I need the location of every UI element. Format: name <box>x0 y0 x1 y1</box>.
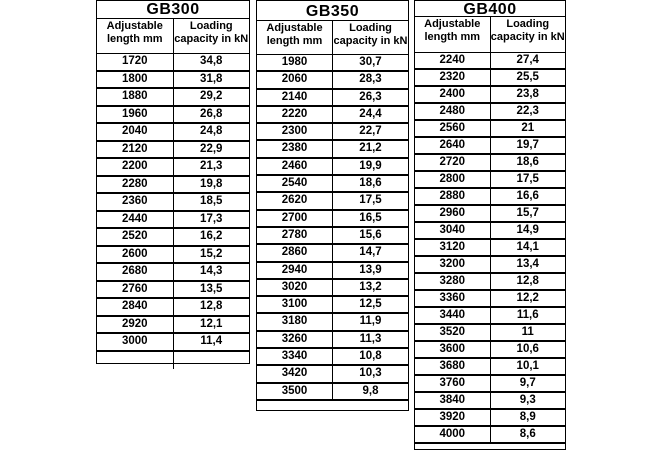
length-cell: 2220 <box>281 107 308 120</box>
table-row <box>257 263 408 280</box>
length-cell: 2140 <box>281 90 308 103</box>
table-row <box>257 211 408 228</box>
table-body <box>415 53 565 444</box>
capacity-cell: 11,9 <box>332 314 408 329</box>
table-row <box>257 366 408 383</box>
length-cell: 2880 <box>439 190 466 202</box>
capacity-cell: 9,7 <box>490 376 566 391</box>
table-row-empty <box>97 352 249 370</box>
table-row <box>415 223 565 240</box>
empty-cell <box>173 352 250 370</box>
table-row <box>257 384 408 401</box>
capacity-cell: 12,2 <box>490 291 566 306</box>
table-row <box>257 159 408 176</box>
table-row <box>97 159 249 177</box>
length-cell: 2320 <box>439 71 466 83</box>
table-row <box>415 410 565 427</box>
length-cell: 3260 <box>281 332 308 345</box>
header-capacity: Loading capacity in kN <box>173 19 250 53</box>
table-row <box>415 87 565 104</box>
capacity-cell: 18,5 <box>173 194 250 210</box>
table-title: GB400 <box>415 1 565 17</box>
length-cell: 2480 <box>439 105 466 117</box>
length-cell: 2920 <box>121 317 148 330</box>
table-header <box>257 21 408 55</box>
capacity-cell: 11,3 <box>332 332 408 347</box>
capacity-cell: 9,3 <box>490 393 566 408</box>
header-capacity: Loading capacity in kN <box>490 17 566 52</box>
table-header <box>415 17 565 53</box>
length-cell: 3180 <box>281 315 308 328</box>
length-cell: 2720 <box>439 156 466 168</box>
capacity-cell: 12,8 <box>490 274 566 289</box>
capacity-cell: 17,5 <box>490 172 566 187</box>
length-cell: 2680 <box>121 265 148 277</box>
capacity-cell: 25,5 <box>490 70 566 85</box>
table-row <box>257 297 408 314</box>
table-header <box>97 19 249 54</box>
table-row <box>415 274 565 291</box>
header-length: Adjustable length mm <box>424 18 481 43</box>
length-cell: 1980 <box>281 56 308 68</box>
table-row <box>415 53 565 70</box>
capacity-cell: 14,7 <box>332 245 408 260</box>
table-row <box>257 176 408 193</box>
capacity-cell: 21 <box>490 121 566 136</box>
table-row <box>257 332 408 349</box>
table-row <box>257 228 408 245</box>
length-cell: 2940 <box>281 263 308 276</box>
table-row <box>257 124 408 141</box>
table-row <box>257 245 408 262</box>
capacity-cell: 10,3 <box>332 366 408 381</box>
table-row <box>415 359 565 376</box>
length-cell: 3760 <box>439 377 466 389</box>
capacity-cell: 16,6 <box>490 189 566 204</box>
table-row <box>415 121 565 138</box>
capacity-cell: 22,3 <box>490 104 566 119</box>
capacity-cell: 14,3 <box>173 264 250 280</box>
capacity-cell: 22,7 <box>332 124 408 139</box>
table-row <box>257 55 408 72</box>
length-cell: 3680 <box>439 360 466 372</box>
length-cell: 3040 <box>439 224 466 236</box>
table-row <box>97 247 249 265</box>
capacity-cell: 30,7 <box>332 55 408 70</box>
length-cell: 2760 <box>121 282 148 295</box>
capacity-cell: 8,6 <box>490 427 566 442</box>
table-row <box>415 393 565 410</box>
table-row <box>415 172 565 189</box>
capacity-cell: 24,8 <box>173 124 250 140</box>
table-row <box>415 189 565 206</box>
length-cell: 3440 <box>439 309 466 321</box>
capacity-cell: 16,5 <box>332 211 408 226</box>
table-row <box>97 142 249 160</box>
length-cell: 2120 <box>121 142 148 155</box>
capacity-cell: 16,2 <box>173 229 250 245</box>
length-cell: 2300 <box>281 125 308 138</box>
capacity-cell: 15,6 <box>332 228 408 243</box>
length-cell: 2380 <box>281 142 308 155</box>
length-cell: 2460 <box>281 159 308 172</box>
header-length: Adjustable length mm <box>106 20 163 45</box>
table-row <box>97 107 249 125</box>
capacity-cell: 34,8 <box>173 54 250 70</box>
table-row <box>257 314 408 331</box>
capacity-cell: 15,2 <box>173 247 250 263</box>
capacity-cell: 8,9 <box>490 410 566 425</box>
capacity-cell: 12,1 <box>173 317 250 333</box>
length-cell: 2560 <box>439 122 466 134</box>
capacity-cell: 10,6 <box>490 342 566 357</box>
capacity-cell: 13,2 <box>332 280 408 295</box>
capacity-cell: 14,9 <box>490 223 566 238</box>
table-row <box>97 54 249 72</box>
length-cell: 2780 <box>281 228 308 241</box>
header-capacity: Loading capacity in kN <box>332 21 408 54</box>
length-cell: 3840 <box>439 394 466 406</box>
table-row <box>97 177 249 195</box>
table-body <box>257 55 408 401</box>
capacity-cell: 21,2 <box>332 141 408 156</box>
length-cell: 3920 <box>439 411 466 423</box>
table-row <box>415 104 565 121</box>
capacity-cell: 26,3 <box>332 90 408 105</box>
table-row <box>97 334 249 352</box>
table-row <box>415 206 565 223</box>
capacity-cell: 11,4 <box>173 334 250 350</box>
length-cell: 2060 <box>281 73 308 86</box>
length-cell: 2400 <box>439 88 466 100</box>
capacity-cell: 19,9 <box>332 159 408 174</box>
table-row <box>415 138 565 155</box>
length-cell: 2620 <box>281 194 308 207</box>
capacity-cell: 10,1 <box>490 359 566 374</box>
capacity-cell: 19,7 <box>490 138 566 153</box>
capacity-cell: 19,8 <box>173 177 250 193</box>
table-row <box>415 291 565 308</box>
table-row <box>415 240 565 257</box>
capacity-cell: 10,8 <box>332 349 408 364</box>
length-cell: 2240 <box>439 54 466 66</box>
capacity-cell: 13,5 <box>173 282 250 298</box>
table-row <box>97 282 249 300</box>
capacity-cell: 22,9 <box>173 142 250 158</box>
length-cell: 3340 <box>281 350 308 363</box>
table-row <box>97 317 249 335</box>
table-row <box>97 194 249 212</box>
capacity-cell: 13,4 <box>490 257 566 272</box>
table-row <box>97 89 249 107</box>
table-row <box>97 72 249 90</box>
table-gb400 <box>414 0 566 450</box>
table-row <box>257 349 408 366</box>
table-title: GB300 <box>97 1 249 19</box>
length-cell: 3360 <box>439 292 466 304</box>
table-row <box>97 124 249 142</box>
table-row <box>415 427 565 444</box>
table-row <box>97 299 249 317</box>
table-row <box>415 308 565 325</box>
length-cell: 2360 <box>121 195 148 207</box>
length-cell: 3020 <box>281 280 308 293</box>
length-cell: 1720 <box>121 55 148 67</box>
table-gb350 <box>256 0 409 411</box>
length-cell: 3120 <box>439 241 466 253</box>
table-row <box>257 107 408 124</box>
length-cell: 2860 <box>281 246 308 259</box>
table-row <box>257 280 408 297</box>
length-cell: 2800 <box>439 173 466 185</box>
length-cell: 2280 <box>121 177 148 190</box>
length-cell: 1960 <box>121 107 148 120</box>
table-row <box>257 193 408 210</box>
table-row <box>97 229 249 247</box>
capacity-cell: 11,6 <box>490 308 566 323</box>
length-cell: 2440 <box>121 212 148 225</box>
length-cell: 3280 <box>439 275 466 287</box>
capacity-cell: 17,3 <box>173 212 250 228</box>
header-length: Adjustable length mm <box>266 22 323 47</box>
table-row <box>415 325 565 342</box>
length-cell: 1800 <box>121 72 148 85</box>
capacity-cell: 18,6 <box>490 155 566 170</box>
length-cell: 2540 <box>281 177 308 190</box>
length-cell: 2960 <box>439 207 466 219</box>
capacity-cell: 12,5 <box>332 297 408 312</box>
length-cell: 3500 <box>281 384 308 397</box>
length-cell: 3520 <box>439 326 466 338</box>
table-row <box>415 257 565 274</box>
capacity-cell: 31,8 <box>173 72 250 88</box>
length-cell: 3100 <box>281 298 308 311</box>
table-row <box>257 90 408 107</box>
length-cell: 3200 <box>439 258 466 270</box>
capacity-cell: 26,8 <box>173 107 250 123</box>
length-cell: 3000 <box>121 335 148 347</box>
capacity-cell: 21,3 <box>173 159 250 175</box>
table-gb300 <box>96 0 250 364</box>
length-cell: 2200 <box>121 160 148 172</box>
table-row <box>415 70 565 87</box>
length-cell: 2700 <box>281 211 308 224</box>
empty-cell <box>97 352 173 370</box>
length-cell: 2640 <box>439 139 466 151</box>
table-row <box>415 155 565 172</box>
length-cell: 3420 <box>281 367 308 380</box>
capacity-cell: 27,4 <box>490 53 566 68</box>
capacity-cell: 9,8 <box>332 384 408 399</box>
table-row <box>97 264 249 282</box>
length-cell: 2040 <box>121 125 148 137</box>
capacity-cell: 28,3 <box>332 72 408 87</box>
table-body <box>97 54 249 369</box>
capacity-cell: 18,6 <box>332 176 408 191</box>
table-row <box>257 141 408 158</box>
capacity-cell: 24,4 <box>332 107 408 122</box>
table-row <box>415 342 565 359</box>
length-cell: 4000 <box>439 428 466 440</box>
table-row <box>97 212 249 230</box>
length-cell: 3600 <box>439 343 466 355</box>
capacity-cell: 14,1 <box>490 240 566 255</box>
capacity-cell: 15,7 <box>490 206 566 221</box>
length-cell: 2600 <box>121 247 148 260</box>
table-row <box>415 376 565 393</box>
table-row <box>257 72 408 89</box>
table-title: GB350 <box>257 1 408 21</box>
length-cell: 2520 <box>121 230 148 242</box>
capacity-cell: 11 <box>490 325 566 340</box>
length-cell: 1880 <box>121 90 148 102</box>
capacity-cell: 23,8 <box>490 87 566 102</box>
length-cell: 2840 <box>121 300 148 312</box>
capacity-cell: 13,9 <box>332 263 408 278</box>
capacity-cell: 12,8 <box>173 299 250 315</box>
capacity-cell: 17,5 <box>332 193 408 208</box>
capacity-cell: 29,2 <box>173 89 250 105</box>
